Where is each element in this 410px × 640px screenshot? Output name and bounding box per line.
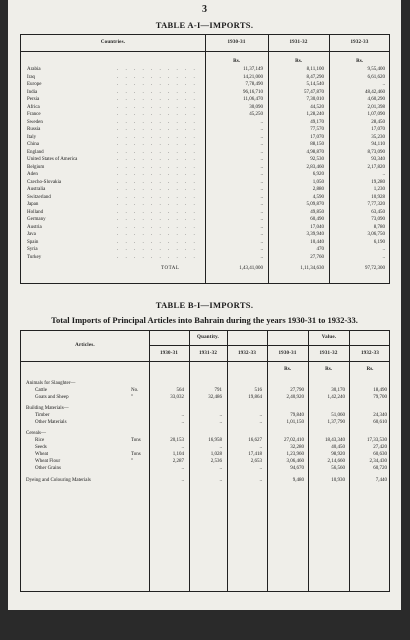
table-b-qty-1930-31: 2,287 bbox=[172, 459, 184, 464]
table-a-value-1930-31: .. bbox=[260, 172, 263, 177]
table-a-value-1931-32: 17,070 bbox=[310, 134, 324, 140]
table-a-value-1932-33: 17,070 bbox=[371, 127, 385, 132]
table-b-qty-1932-33: .. bbox=[259, 478, 262, 483]
table-b-qty-1931-32: 1,028 bbox=[210, 452, 222, 457]
table-a-value-1931-32: 2,880 bbox=[312, 187, 324, 192]
table-b-article-label: Wheat Flour bbox=[35, 459, 61, 464]
table-b-article-unit: Tons bbox=[131, 452, 141, 457]
table-a-value-1931-32: 27,760 bbox=[310, 254, 324, 260]
table-a-value-1931-32: 7,30,010 bbox=[306, 97, 324, 102]
table-b-article-label: Timber bbox=[35, 413, 50, 418]
table-b bbox=[20, 330, 390, 592]
table-a-country: Russia bbox=[27, 127, 41, 132]
table-b-qty-1932-33: 516 bbox=[254, 388, 262, 393]
table-a-country: Arabia bbox=[27, 67, 41, 72]
table-a-leader-dots: . . . . . . . . . . bbox=[117, 217, 198, 222]
table-a-value-1930-31: .. bbox=[260, 232, 263, 237]
table-b-year-v1: 1930-31 bbox=[278, 351, 297, 356]
table-b-val-1932-33: 60,630 bbox=[373, 452, 387, 457]
table-a-country: Switzerland bbox=[27, 194, 51, 200]
table-b-year-v2: 1931-32 bbox=[319, 351, 338, 356]
table-b-article-label: Other Materials bbox=[35, 420, 67, 425]
table-a-value-1931-32: 6,920 bbox=[312, 172, 324, 177]
table-a-value-1931-32: 8,11,100 bbox=[306, 67, 324, 72]
table-a bbox=[20, 34, 390, 284]
table-b-qty-1931-32: 16,958 bbox=[208, 438, 222, 443]
table-b-qty-1932-33: 19,864 bbox=[248, 395, 262, 400]
table-a-value-1932-33: 3,06,750 bbox=[367, 232, 385, 237]
table-a-value-1930-31: 11,37,149 bbox=[243, 67, 263, 72]
table-b-qty-1930-31: .. bbox=[181, 413, 184, 418]
table-b-qty-1932-33: 16,627 bbox=[248, 438, 262, 443]
table-a-leader-dots: . . . . . . . . . . bbox=[117, 104, 198, 110]
table-a-leader-dots: . . . . . . . . . . bbox=[117, 74, 198, 80]
table-a-value-1932-33: .. bbox=[382, 254, 385, 260]
table-a-country: France bbox=[27, 112, 41, 117]
table-a-leader-dots: . . . . . . . . . . bbox=[117, 232, 198, 237]
table-a-value-1931-32: 1,28,240 bbox=[306, 112, 324, 117]
table-b-qty-1932-33: 2,653 bbox=[250, 459, 262, 464]
table-a-value-1932-33: 8,780 bbox=[373, 224, 385, 230]
table-a-value-1932-33: 94,110 bbox=[371, 142, 385, 147]
table-a-country: England bbox=[27, 149, 44, 155]
table-a-value-1931-32: 49,850 bbox=[310, 209, 324, 215]
table-a-value-1931-32: 1,050 bbox=[312, 179, 324, 185]
table-a-country: United States of America bbox=[27, 157, 78, 162]
table-a-leader-dots: . . . . . . . . . . bbox=[117, 149, 198, 155]
table-b-val-1930-31: 94,670 bbox=[290, 466, 304, 471]
table-b-val-1932-33: 2,34,430 bbox=[369, 459, 387, 464]
table-b-article-label: Seeds bbox=[35, 445, 47, 450]
table-a-value-1932-33: 10,928 bbox=[371, 194, 385, 200]
table-a-value-1930-31: 96,16,710 bbox=[243, 89, 263, 95]
table-b-qty-1930-31: 564 bbox=[176, 388, 184, 393]
table-a-country: Spain bbox=[27, 239, 39, 245]
table-b-qty-1930-31: .. bbox=[181, 445, 184, 450]
table-a-leader-dots: . . . . . . . . . . bbox=[117, 134, 198, 140]
table-a-unit-1: Rs. bbox=[233, 59, 240, 64]
table-a-value-1931-32: 49,170 bbox=[310, 119, 324, 125]
table-a-leader-dots: . . . . . . . . . . bbox=[117, 67, 198, 72]
table-a-value-1930-31: .. bbox=[260, 127, 263, 132]
table-a-country: Italy bbox=[27, 134, 37, 140]
table-a-value-1931-32: 57,47,870 bbox=[304, 89, 324, 95]
table-a-value-1931-32: 88,150 bbox=[310, 142, 324, 147]
table-a-country: Europe bbox=[27, 82, 42, 87]
table-b-header-quantity: Quantity. bbox=[197, 335, 219, 340]
table-a-value-1930-31: .. bbox=[260, 209, 263, 215]
table-a-leader-dots: . . . . . . . . . . bbox=[117, 187, 198, 192]
table-a-leader-dots: . . . . . . . . . . bbox=[117, 179, 198, 185]
table-a-country: Germany bbox=[27, 217, 46, 222]
table-b-val-1931-32: 10,930 bbox=[331, 478, 345, 483]
table-b-qty-1930-31: .. bbox=[181, 466, 184, 471]
table-b-val-1931-32: 30,170 bbox=[331, 388, 345, 393]
table-b-qty-1932-33: .. bbox=[259, 466, 262, 471]
table-b-qty-1931-32: .. bbox=[219, 445, 222, 450]
table-b-val-1931-32: 51,060 bbox=[331, 413, 345, 418]
table-a-header-1932-33: 1932-33 bbox=[350, 40, 369, 45]
table-a-value-1932-33: 73,090 bbox=[371, 217, 385, 222]
table-a-country: Persia bbox=[27, 97, 40, 102]
table-a-value-1931-32: 77,570 bbox=[310, 127, 324, 132]
table-b-year-v3: 1932-33 bbox=[360, 351, 380, 356]
table-b-qty-1931-32: 791 bbox=[214, 388, 222, 393]
table-a-value-1931-32: 60,490 bbox=[310, 217, 324, 222]
table-b-val-1930-31: 27,02,410 bbox=[284, 438, 304, 443]
table-a-country: Holland bbox=[27, 209, 44, 215]
table-a-leader-dots: . . . . . . . . . . bbox=[117, 247, 198, 252]
table-a-value-1932-33: .. bbox=[382, 247, 385, 252]
table-a-value-1931-32: 17,040 bbox=[310, 224, 324, 230]
table-b-val-1932-33: 18,490 bbox=[373, 388, 387, 393]
table-a-value-1931-32: 5,09,870 bbox=[306, 202, 324, 207]
table-b-val-1930-31: 32,280 bbox=[290, 445, 304, 450]
table-a-value-1931-32: 8,47,290 bbox=[306, 74, 324, 80]
table-a-leader-dots: . . . . . . . . . . bbox=[117, 97, 198, 102]
table-a-unit-3: Rs. bbox=[356, 59, 363, 64]
table-b-val-1931-32: 40,450 bbox=[331, 445, 345, 450]
table-a-country: Sweden bbox=[27, 119, 43, 125]
table-b-article-unit: Tons bbox=[131, 438, 141, 443]
table-a-value-1932-33: 63,450 bbox=[371, 209, 385, 215]
table-a-value-1932-33: .. bbox=[382, 172, 385, 177]
table-b-qty-1930-31: 33,032 bbox=[170, 395, 184, 400]
table-a-leader-dots: . . . . . . . . . . bbox=[117, 82, 198, 87]
table-a-value-1930-31: .. bbox=[260, 217, 263, 222]
table-b-val-1932-33: 79,700 bbox=[373, 395, 387, 400]
document-page bbox=[8, 0, 401, 610]
table-a-total-1931-32: 1,11,34,630 bbox=[300, 266, 324, 271]
table-b-article-unit: No. bbox=[131, 388, 139, 393]
table-a-header-1930-31: 1930-31 bbox=[227, 40, 246, 45]
table-b-qty-1930-31: 1,104 bbox=[172, 452, 184, 457]
table-b-qty-1932-33: .. bbox=[259, 420, 262, 425]
table-a-value-1932-33: 35,230 bbox=[371, 134, 385, 140]
table-b-val-1930-31: 1,01,150 bbox=[286, 420, 304, 425]
table-b-group-label: Cereals— bbox=[26, 431, 46, 436]
table-a-leader-dots: . . . . . . . . . . bbox=[117, 224, 198, 230]
table-a-value-1932-33: 6,61,620 bbox=[367, 74, 385, 80]
table-a-leader-dots: . . . . . . . . . . bbox=[117, 209, 198, 215]
table-b-article-label: Other Grains bbox=[35, 466, 61, 471]
table-b-val-1932-33: 17,33,530 bbox=[367, 438, 387, 443]
table-b-article-label: Wheat bbox=[35, 452, 49, 457]
table-a-value-1932-33: 19,280 bbox=[371, 179, 385, 185]
table-b-qty-1932-33: 17,418 bbox=[248, 452, 262, 457]
table-b-val-1931-32: 56,560 bbox=[331, 466, 345, 471]
table-b-year-q1: 1930-31 bbox=[159, 351, 179, 356]
table-a-country: China bbox=[27, 142, 39, 147]
table-b-article-unit: ” bbox=[131, 459, 134, 464]
table-a-country: Syria bbox=[27, 247, 38, 252]
table-a-leader-dots: . . . . . . . . . . bbox=[117, 254, 198, 260]
table-a-country: Java bbox=[27, 232, 36, 237]
table-b-group-label: Animals for Slaughter— bbox=[26, 381, 76, 386]
table-b-val-1932-33: 60,610 bbox=[373, 420, 387, 425]
table-b-val-1932-33: 27,420 bbox=[373, 445, 387, 450]
table-a-leader-dots: . . . . . . . . . . bbox=[117, 119, 198, 125]
table-b-qty-1932-33: .. bbox=[259, 445, 262, 450]
table-a-value-1930-31: 7,78,490 bbox=[245, 82, 263, 87]
table-b-val-1930-31: 9,480 bbox=[292, 478, 304, 483]
table-b-qty-1930-31: .. bbox=[181, 420, 184, 425]
table-a-value-1930-31: .. bbox=[260, 254, 263, 260]
table-a-leader-dots: . . . . . . . . . . bbox=[117, 89, 198, 95]
table-a-value-1930-31: .. bbox=[260, 164, 263, 170]
table-b-unit-v3: Rs. bbox=[366, 367, 374, 372]
table-b-unit-v2: Rs. bbox=[325, 367, 332, 372]
table-a-value-1930-31: .. bbox=[260, 142, 263, 147]
table-b-val-1931-32: 98,920 bbox=[331, 452, 345, 457]
table-b-val-1930-31: 2,40,920 bbox=[286, 395, 304, 400]
table-b-qty-1931-32: .. bbox=[219, 478, 222, 483]
table-a-total-1932-33: 97,72,300 bbox=[365, 266, 385, 271]
table-b-qty-1931-32: 2,536 bbox=[210, 459, 222, 464]
table-b-header-articles: Articles. bbox=[75, 343, 95, 348]
table-a-value-1931-32: 44,520 bbox=[310, 104, 324, 110]
table-b-qty-1931-32: .. bbox=[219, 420, 222, 425]
table-a-value-1930-31: .. bbox=[260, 187, 263, 192]
table-b-year-q3: 1932-33 bbox=[237, 351, 257, 356]
table-a-value-1931-32: 2,83,460 bbox=[306, 164, 324, 170]
table-b-qty-1930-31: 20,153 bbox=[170, 438, 184, 443]
table-a-value-1931-32: 92,530 bbox=[310, 157, 324, 162]
table-b-val-1932-33: 7,440 bbox=[375, 478, 387, 483]
table-a-value-1930-31: 11,06,470 bbox=[243, 97, 263, 102]
table-b-val-1930-31: 3,06,460 bbox=[286, 459, 304, 464]
table-a-country: Iraq bbox=[27, 74, 36, 80]
table-a-value-1932-33: 28,450 bbox=[371, 119, 385, 125]
table-a-leader-dots: . . . . . . . . . . bbox=[117, 127, 198, 132]
table-a-value-1932-33: 93,340 bbox=[371, 157, 385, 162]
table-b-article-label: Cattle bbox=[35, 388, 47, 393]
table-a-total-1930-31: 1,43,41,000 bbox=[239, 266, 263, 271]
table-a-value-1930-31: .. bbox=[260, 149, 263, 155]
table-a-value-1930-31: .. bbox=[260, 194, 263, 200]
table-b-val-1932-33: 60,720 bbox=[373, 466, 387, 471]
table-b-group-label: Building Materials— bbox=[26, 406, 69, 411]
table-b-val-1932-33: 24,340 bbox=[373, 413, 387, 418]
table-a-value-1930-31: 45,250 bbox=[249, 112, 263, 117]
table-a-value-1931-32: 5,14,540 bbox=[306, 82, 324, 87]
table-a-value-1930-31: .. bbox=[260, 202, 263, 207]
table-b-article-label: Goats and Sheep bbox=[35, 395, 69, 400]
table-b-article-unit: ” bbox=[131, 395, 134, 400]
table-b-title: TABLE B-I—IMPORTS. bbox=[155, 300, 254, 310]
table-a-total-label: TOTAL bbox=[161, 266, 180, 271]
table-a-leader-dots: . . . . . . . . . . bbox=[117, 157, 198, 162]
table-a-country: Turkey bbox=[27, 254, 42, 260]
table-a-country: Belgium bbox=[27, 164, 45, 170]
table-a-country: Africa bbox=[27, 104, 40, 110]
table-a-value-1930-31: .. bbox=[260, 224, 263, 230]
table-a-leader-dots: . . . . . . . . . . bbox=[117, 202, 198, 207]
table-a-leader-dots: . . . . . . . . . . bbox=[117, 142, 198, 147]
table-a-value-1932-33: 9,55,400 bbox=[367, 67, 385, 72]
table-a-value-1931-32: 10,440 bbox=[310, 239, 324, 245]
table-a-country: Czecho-Slovakia bbox=[27, 179, 62, 185]
table-b-qty-1931-32: .. bbox=[219, 413, 222, 418]
table-a-value-1930-31: .. bbox=[260, 119, 263, 125]
table-a-country: Aden bbox=[27, 172, 38, 177]
table-a-leader-dots: . . . . . . . . . . bbox=[117, 164, 198, 170]
table-b-subtitle: Total Imports of Principal Articles into Bahrain during the years 1930-31 to 1932-33. bbox=[51, 315, 358, 325]
table-a-value-1932-33: .. bbox=[382, 82, 385, 87]
table-b-year-q2: 1931-32 bbox=[198, 351, 218, 356]
page-number: 3 bbox=[202, 4, 207, 15]
table-a-value-1932-33: 2,17,820 bbox=[367, 164, 385, 170]
table-a-country: India bbox=[27, 89, 38, 95]
table-a-value-1932-33: 1,07,090 bbox=[367, 112, 385, 117]
table-a-unit-2: Rs. bbox=[295, 59, 302, 64]
table-a-value-1932-33: 4,60,290 bbox=[367, 97, 385, 102]
table-a-title: TABLE A-I—IMPORTS. bbox=[155, 20, 254, 30]
table-b-header-value: Value. bbox=[321, 335, 337, 340]
table-a-value-1932-33: 8,73,090 bbox=[367, 149, 385, 155]
table-b-qty-1930-31: .. bbox=[181, 478, 184, 483]
table-b-article-label: Rice bbox=[35, 438, 45, 443]
table-b-unit-v1: Rs. bbox=[284, 367, 291, 372]
table-a-header-countries: Countries. bbox=[100, 40, 126, 45]
table-a-value-1931-32: 4,590 bbox=[312, 194, 324, 200]
table-a-value-1930-31: .. bbox=[260, 179, 263, 185]
table-b-qty-1931-32: 32,486 bbox=[208, 395, 222, 400]
table-b-article-label: Dyeing and Colouring Materials bbox=[26, 478, 91, 483]
table-b-val-1930-31: 79,840 bbox=[290, 413, 304, 418]
table-a-leader-dots: . . . . . . . . . . bbox=[117, 112, 198, 117]
table-a-value-1932-33: 2,01,398 bbox=[367, 104, 385, 110]
table-a-value-1932-33: 1,230 bbox=[373, 187, 385, 192]
table-b-val-1930-31: 1,23,960 bbox=[286, 452, 304, 457]
table-a-value-1931-32: 4,98,870 bbox=[306, 149, 324, 155]
table-b-val-1931-32: 1,42,240 bbox=[327, 395, 345, 400]
table-a-value-1930-31: .. bbox=[260, 247, 263, 252]
table-a-country: Australia bbox=[27, 187, 46, 192]
table-a-leader-dots: . . . . . . . . . . bbox=[117, 194, 198, 200]
table-a-country: Japan bbox=[27, 202, 39, 207]
table-a-value-1932-33: 7,77,320 bbox=[367, 202, 385, 207]
table-b-val-1931-32: 1,37,790 bbox=[327, 420, 345, 425]
table-a-value-1931-32: 470 bbox=[316, 247, 324, 252]
table-a-value-1932-33: 6,190 bbox=[373, 239, 385, 245]
table-a-value-1931-32: 3,39,940 bbox=[306, 232, 324, 237]
table-a-value-1932-33: 48,42,460 bbox=[365, 89, 385, 95]
table-b-val-1931-32: 2,14,660 bbox=[327, 459, 345, 464]
table-a-value-1930-31: .. bbox=[260, 157, 263, 162]
table-b-val-1930-31: 27,790 bbox=[290, 388, 304, 393]
table-a-leader-dots: . . . . . . . . . . bbox=[117, 172, 198, 177]
table-a-value-1930-31: 14,21,000 bbox=[243, 74, 263, 80]
table-a-value-1930-31: .. bbox=[260, 239, 263, 245]
table-a-value-1930-31: .. bbox=[260, 134, 263, 140]
table-a-value-1930-31: 30,090 bbox=[249, 104, 263, 110]
table-b-qty-1931-32: .. bbox=[219, 466, 222, 471]
table-a-header-1931-32: 1931-32 bbox=[289, 40, 308, 45]
table-b-val-1931-32: 18,43,340 bbox=[325, 438, 345, 443]
table-b-qty-1932-33: .. bbox=[259, 413, 262, 418]
table-a-leader-dots: . . . . . . . . . . bbox=[117, 239, 198, 245]
table-a-country: Austria bbox=[27, 224, 42, 230]
